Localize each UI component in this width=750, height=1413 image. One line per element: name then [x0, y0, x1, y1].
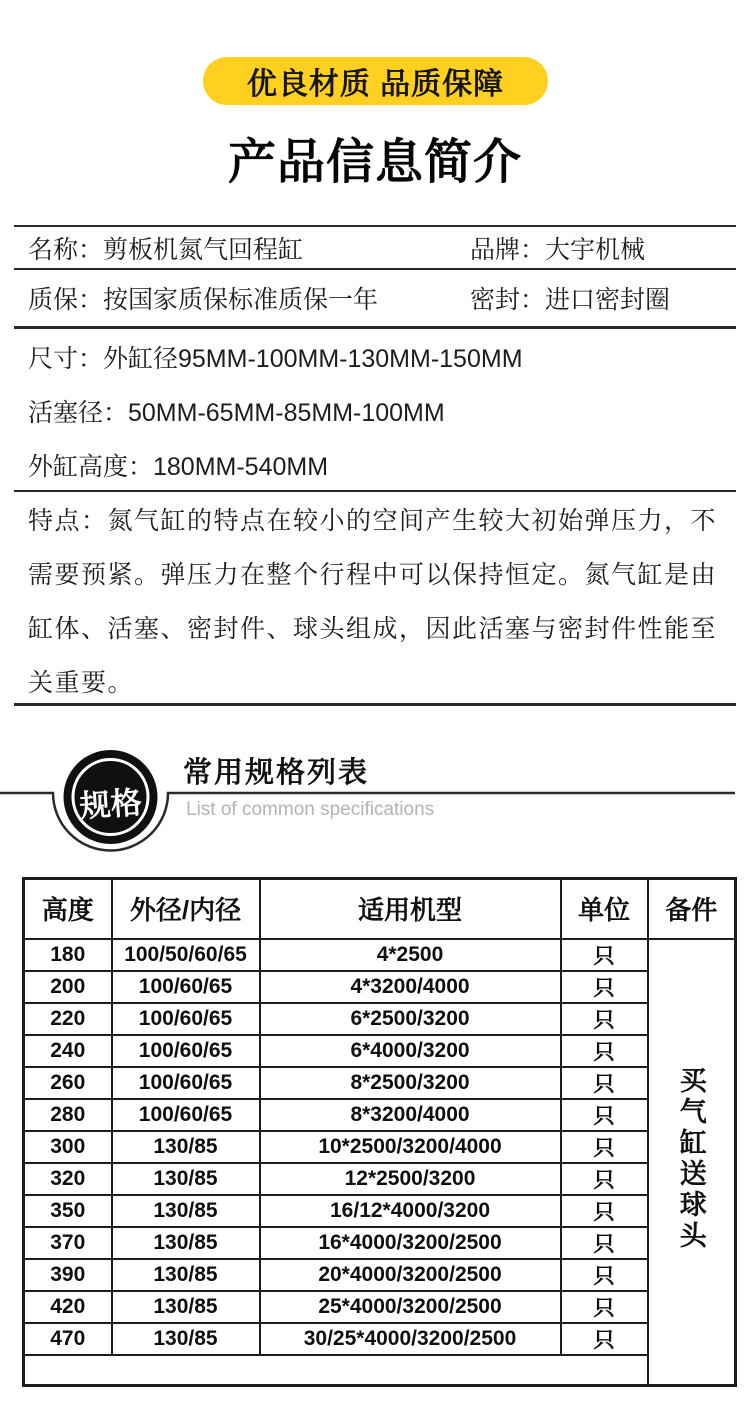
feature-line: 缸体、活塞、密封件、球头组成，因此活塞与密封件性能至 — [28, 615, 718, 643]
table-cell: 4*2500 — [260, 939, 561, 971]
table-cell: 只 — [561, 971, 648, 1003]
table-cell: 只 — [561, 1195, 648, 1227]
table-row — [24, 1291, 736, 1323]
spec-section-subtitle: List of common specifications — [186, 799, 435, 820]
table-cell: 200 — [24, 971, 112, 1003]
table-cell: 8*2500/3200 — [260, 1067, 561, 1099]
table-cell: 130/85 — [112, 1227, 260, 1259]
table-row — [24, 1003, 736, 1035]
table-row — [24, 1131, 736, 1163]
feature-line: 需要预紧。弹压力在整个行程中可以保持恒定。氮气缸是由 — [28, 561, 718, 589]
spare-parts-cell — [648, 939, 736, 1386]
seal-value: 进口密封圈 — [545, 286, 671, 314]
table-row — [24, 1227, 736, 1259]
table-cell: 只 — [561, 1035, 648, 1067]
table-row — [24, 1099, 736, 1131]
warranty-value: 按国家质保标准质保一年 — [103, 286, 379, 314]
table-cell: 390 — [24, 1259, 112, 1291]
table-cell: 只 — [561, 1291, 648, 1323]
table-cell: 260 — [24, 1067, 112, 1099]
table-cell: 370 — [24, 1227, 112, 1259]
table-cell: 420 — [24, 1291, 112, 1323]
dimensions-block — [14, 326, 736, 490]
table-cell: 320 — [24, 1163, 112, 1195]
table-cell: 6*4000/3200 — [260, 1035, 561, 1067]
table-cell: 只 — [561, 1131, 648, 1163]
table-cell: 12*2500/3200 — [260, 1163, 561, 1195]
warranty-label: 质保： — [28, 286, 104, 314]
table-cell: 只 — [561, 1259, 648, 1291]
column-header: 适用机型 — [260, 879, 561, 939]
table-row — [24, 971, 736, 1003]
info-cell-seal — [470, 280, 736, 316]
empty-cell — [24, 1355, 648, 1386]
table-cell: 只 — [561, 939, 648, 971]
table-row — [24, 1259, 736, 1291]
table-cell: 100/50/60/65 — [112, 939, 260, 971]
quality-badge: 优良材质 品质保障 — [203, 57, 548, 105]
brand-label: 品牌： — [470, 235, 546, 264]
table-cell: 100/60/65 — [112, 1035, 260, 1067]
table-cell: 100/60/65 — [112, 1067, 260, 1099]
table-cell: 350 — [24, 1195, 112, 1227]
column-header: 备件 — [648, 879, 736, 939]
spec-table-head — [24, 879, 736, 939]
column-header: 单位 — [561, 879, 648, 939]
spec-header-row — [24, 879, 736, 939]
dimension-line: 活塞径：50MM-65MM-85MM-100MM — [28, 399, 445, 427]
page-title: 产品信息简介 — [227, 136, 522, 189]
feature-line: 关重要。 — [28, 669, 135, 697]
table-cell: 180 — [24, 939, 112, 971]
dimension-line: 尺寸：外缸径95MM-100MM-130MM-150MM — [28, 345, 523, 373]
features-block — [14, 490, 736, 706]
table-cell: 130/85 — [112, 1163, 260, 1195]
table-cell: 100/60/65 — [112, 1003, 260, 1035]
table-cell: 130/85 — [112, 1259, 260, 1291]
table-cell: 25*4000/3200/2500 — [260, 1291, 561, 1323]
column-header: 高度 — [24, 879, 112, 939]
table-row — [24, 1163, 736, 1195]
product-info-table — [14, 225, 736, 706]
table-row — [24, 1035, 736, 1067]
table-row — [24, 1067, 736, 1099]
table-row — [24, 1195, 736, 1227]
spec-section-title: 常用规格列表 — [183, 757, 370, 789]
table-cell: 240 — [24, 1035, 112, 1067]
table-cell: 130/85 — [112, 1291, 260, 1323]
dimension-line: 外缸高度：180MM-540MM — [28, 453, 329, 481]
table-cell: 6*2500/3200 — [260, 1003, 561, 1035]
info-cell-brand — [470, 230, 736, 266]
info-row-warranty-seal — [14, 268, 736, 326]
empty-row — [24, 1355, 736, 1386]
info-row-name-brand — [14, 225, 736, 268]
table-cell: 220 — [24, 1003, 112, 1035]
feature-line: 特点：氮气缸的特点在较小的空间产生较大初始弹压力，不 — [28, 507, 718, 535]
info-cell-warranty — [28, 280, 470, 316]
table-cell: 470 — [24, 1323, 112, 1355]
spare-parts-note: 买气缸送球头 — [675, 1065, 706, 1252]
column-header: 外径/内径 — [112, 879, 260, 939]
table-cell: 30/25*4000/3200/2500 — [260, 1323, 561, 1355]
table-cell: 280 — [24, 1099, 112, 1131]
name-value: 剪板机氮气回程缸 — [103, 235, 304, 264]
table-cell: 只 — [561, 1323, 648, 1355]
spec-table-body — [24, 939, 736, 1386]
table-cell: 130/85 — [112, 1131, 260, 1163]
table-cell: 100/60/65 — [112, 971, 260, 1003]
table-cell: 16/12*4000/3200 — [260, 1195, 561, 1227]
table-cell: 只 — [561, 1067, 648, 1099]
spec-table — [22, 877, 737, 1387]
table-cell: 16*4000/3200/2500 — [260, 1227, 561, 1259]
brand-value: 大宇机械 — [545, 235, 646, 264]
seal-label: 密封： — [470, 286, 546, 314]
table-cell: 130/85 — [112, 1195, 260, 1227]
table-cell: 300 — [24, 1131, 112, 1163]
spec-badge-label: 规格 — [78, 784, 143, 825]
table-cell: 8*3200/4000 — [260, 1099, 561, 1131]
name-label: 名称： — [28, 235, 104, 264]
table-row — [24, 1323, 736, 1355]
table-cell: 130/85 — [112, 1323, 260, 1355]
table-cell: 只 — [561, 1163, 648, 1195]
table-cell: 4*3200/4000 — [260, 971, 561, 1003]
table-row — [24, 939, 736, 971]
table-cell: 只 — [561, 1227, 648, 1259]
table-cell: 100/60/65 — [112, 1099, 260, 1131]
table-cell: 只 — [561, 1099, 648, 1131]
info-cell-name — [28, 230, 470, 266]
table-cell: 只 — [561, 1003, 648, 1035]
table-cell: 10*2500/3200/4000 — [260, 1131, 561, 1163]
table-cell: 20*4000/3200/2500 — [260, 1259, 561, 1291]
